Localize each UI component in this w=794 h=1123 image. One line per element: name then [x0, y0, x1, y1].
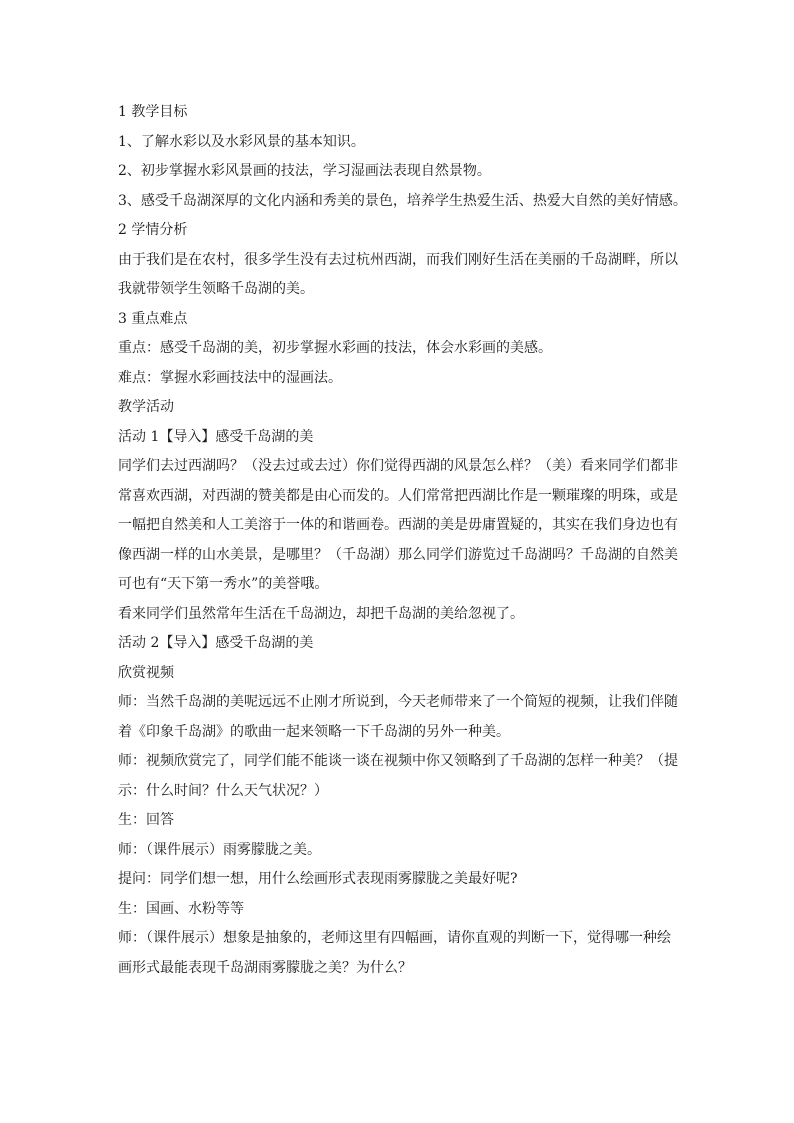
activity-1-line-1: 同学们去过西湖吗？（没去过或去过）你们觉得西湖的风景怎么样？（美）看来同学们都非	[118, 458, 678, 474]
key-point-text: 重点：感受千岛湖的美，初步掌握水彩画的技法，体会水彩画的美感。	[118, 340, 552, 356]
student-analysis-line-1: 由于我们是在农村，很多学生没有去过杭州西湖，而我们刚好生活在美丽的千岛湖畔，所以	[118, 251, 678, 268]
section-heading-teaching-goals: 1 教学目标	[118, 104, 188, 120]
student-line-1: 生：回答	[118, 812, 174, 828]
teacher-line-1b: 着《印象千岛湖》的歌曲一起来领略一下千岛湖的另外一种美。	[118, 723, 510, 740]
student-analysis-line-2: 我就带领学生领略千岛湖的美。	[118, 281, 314, 297]
goal-item-2: 2、初步掌握水彩风景画的技法，学习湿画法表现自然景物。	[118, 163, 491, 179]
activity-2-title: 活动 2【导入】感受千岛湖的美	[118, 635, 314, 651]
section-heading-student-analysis: 2 学情分析	[118, 222, 188, 238]
teacher-line-3: 师：（课件展示）雨雾朦胧之美。	[118, 841, 321, 858]
activity-1-line-2: 常喜欢西湖，对西湖的赞美都是由心而发的。人们常常把西湖比作是一颗璀璨的明珠，或是	[118, 487, 678, 504]
teacher-line-1a: 师：当然千岛湖的美呢远远不止刚才所说到，今天老师带来了一个简短的视频，让我们伴随	[118, 694, 678, 710]
activity-1-line-5: 可也有“天下第一秀水”的美誉哦。	[118, 576, 329, 592]
activity-1-title: 活动 1【导入】感受千岛湖的美	[118, 428, 314, 445]
activity-1-line-4: 像西湖一样的山水美景，是哪里？（千岛湖）那么同学们游览过千岛湖吗？千岛湖的自然美	[118, 546, 678, 563]
teacher-line-4b: 画形式最能表现千岛湖雨雾朦胧之美？为什么？	[118, 959, 412, 976]
goal-item-1: 1、了解水彩以及水彩风景的基本知识。	[118, 133, 365, 150]
goal-item-3: 3、感受千岛湖深厚的文化内涵和秀美的景色，培养学生热爱生活、热爱大自然的美好情感。	[118, 192, 687, 209]
activity-1-line-3: 一幅把自然美和人工美溶于一体的和谐画卷。西湖的美是毋庸置疑的，其实在我们身边也有	[118, 517, 678, 533]
question-line-1: 提问：同学们想一想，用什么绘画形式表现雨雾朦胧之美最好呢?	[118, 871, 518, 887]
activity-2-subtitle: 欣赏视频	[118, 664, 174, 681]
activity-1-closing: 看来同学们虽然常年生活在千岛湖边，却把千岛湖的美给忽视了。	[118, 605, 524, 622]
teacher-line-2a: 师：视频欣赏完了，同学们能不能谈一谈在视频中你又领略到了千岛湖的怎样一种美？（提	[118, 753, 678, 769]
teacher-line-2b: 示：什么时间？什么天气状况？）	[118, 782, 328, 799]
section-heading-teaching-activities: 教学活动	[118, 399, 174, 415]
student-line-2: 生：国画、水粉等等	[118, 900, 244, 917]
teacher-line-4a: 师：（课件展示）想象是抽象的，老师这里有四幅画，请你直观的判断一下，觉得哪一种绘	[118, 930, 671, 946]
section-heading-key-difficulties: 3 重点难点	[118, 310, 188, 327]
difficulty-text: 难点：掌握水彩画技法中的湿画法。	[118, 369, 342, 386]
